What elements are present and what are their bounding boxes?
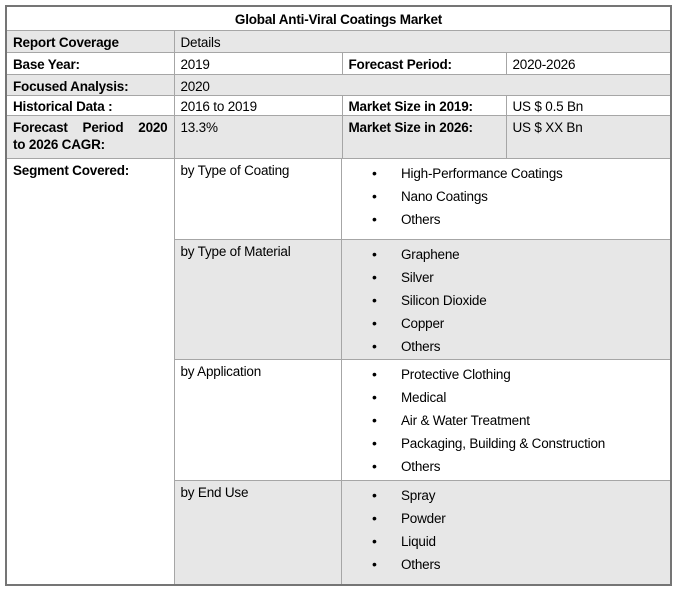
report-coverage-value: Details xyxy=(174,31,671,53)
bullet-item: • Copper xyxy=(372,312,664,335)
bullet-item: • Medical xyxy=(372,386,664,409)
market-size-2019-label: Market Size in 2019: xyxy=(342,96,506,116)
segment-group-row-application xyxy=(175,360,671,481)
cagr-label-line2: to 2026 CAGR: xyxy=(13,137,105,152)
bullet-item: • Others xyxy=(372,455,664,478)
segment-group-name-enduse: by End Use xyxy=(175,481,342,585)
base-year-row xyxy=(6,53,671,75)
segment-group-row-coating xyxy=(175,159,671,240)
market-size-2019-value: US $ 0.5 Bn xyxy=(506,96,671,116)
segment-group-row-material xyxy=(175,240,671,360)
bullet-item: • Graphene xyxy=(372,243,664,266)
segment-group-items-enduse xyxy=(342,481,671,585)
application-list xyxy=(348,363,664,478)
segment-group-row-enduse xyxy=(175,481,671,585)
forecast-period-value: 2020-2026 xyxy=(506,53,671,75)
cagr-label xyxy=(6,116,174,159)
market-size-2026-value: US $ XX Bn xyxy=(506,116,671,159)
bullet-item: • Spray xyxy=(372,484,664,507)
segment-group-name-application: by Application xyxy=(175,360,342,481)
bullet-item: • Powder xyxy=(372,507,664,530)
title-row xyxy=(6,6,671,31)
base-year-label: Base Year: xyxy=(6,53,174,75)
focused-analysis-value: 2020 xyxy=(174,75,671,96)
report-coverage-row xyxy=(6,31,671,53)
cagr-value: 13.3% xyxy=(174,116,342,159)
segment-groups-table xyxy=(175,159,671,584)
base-year-value: 2019 xyxy=(174,53,342,75)
bullet-item: • Silicon Dioxide xyxy=(372,289,664,312)
cagr-row xyxy=(6,116,671,159)
segment-group-name-material: by Type of Material xyxy=(175,240,342,360)
segment-group-items-coating xyxy=(342,159,671,240)
market-size-2026-label: Market Size in 2026: xyxy=(342,116,506,159)
bullet-item: • Silver xyxy=(372,266,664,289)
bullet-item: • Air & Water Treatment xyxy=(372,409,664,432)
segment-covered-row xyxy=(6,159,671,586)
historical-data-label: Historical Data : xyxy=(6,96,174,116)
end-use-list xyxy=(348,484,664,576)
bullet-item: • Packaging, Building & Construction xyxy=(372,432,664,455)
bullet-item: • High-Performance Coatings xyxy=(372,162,664,185)
cagr-label-line1: Forecast Period 2020 xyxy=(13,120,168,135)
historical-data-row xyxy=(6,96,671,116)
focused-analysis-row xyxy=(6,75,671,96)
forecast-period-label: Forecast Period: xyxy=(342,53,506,75)
bullet-item: • Protective Clothing xyxy=(372,363,664,386)
bullet-item: • Liquid xyxy=(372,530,664,553)
bullet-item: • Others xyxy=(372,553,664,576)
market-report-table xyxy=(5,5,672,586)
segment-covered-label: Segment Covered: xyxy=(6,159,174,586)
bullet-item: • Nano Coatings xyxy=(372,185,664,208)
focused-analysis-label: Focused Analysis: xyxy=(6,75,174,96)
historical-data-value: 2016 to 2019 xyxy=(174,96,342,116)
segment-group-items-application xyxy=(342,360,671,481)
coating-type-list xyxy=(348,162,664,231)
bullet-item: • Others xyxy=(372,335,664,358)
segment-group-items-material xyxy=(342,240,671,360)
table-title: Global Anti-Viral Coatings Market xyxy=(6,6,671,31)
bullet-item: • Others xyxy=(372,208,664,231)
report-coverage-label: Report Coverage xyxy=(6,31,174,53)
segment-groups-container xyxy=(174,159,671,586)
material-type-list xyxy=(348,243,664,358)
segment-group-name-coating: by Type of Coating xyxy=(175,159,342,240)
